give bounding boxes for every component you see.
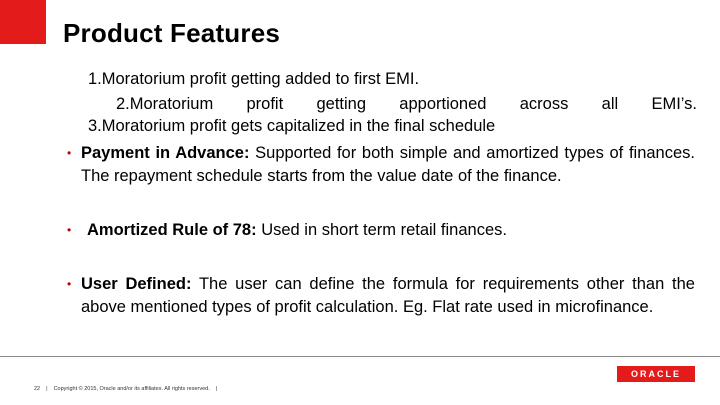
bullet-amortized-rule-78 [87, 219, 695, 242]
footer-separator: | [215, 386, 218, 392]
title-accent-bar [0, 0, 46, 44]
numbered-item-1: 1.Moratorium profit getting added to first EMI. [88, 70, 420, 88]
copyright-text: Copyright © 2015, Oracle and/or its affiliates. All rights reserved. [53, 386, 210, 392]
bullet-term: Amortized Rule of 78: [87, 221, 257, 239]
bullet-term: User Defined: [81, 275, 192, 293]
bullet-text: Supported for both simple and amortized types of finances. The repayment schedule starts from the value date of the finance. [81, 144, 695, 185]
bullet-marker: • [67, 146, 72, 160]
slide-footer [34, 386, 223, 392]
slide-title: Product Features [63, 18, 281, 48]
bullet-marker: • [67, 277, 72, 291]
bullet-text: The user can define the formula for requirements other than the above mentioned types of profit calculation. Eg. Flat rate used in microfinance. [81, 275, 695, 316]
numbered-item-3: 3.Moratorium profit gets capitalized in the final schedule [88, 117, 496, 135]
oracle-logo: ORACLE [617, 366, 695, 382]
bullet-user-defined [81, 273, 695, 318]
numbered-item-2: 2.Moratorium profit getting apportioned across all EMI’s. [116, 95, 697, 113]
footer-divider [0, 356, 720, 357]
bullet-payment-in-advance [81, 142, 695, 187]
page-number: 22 [34, 386, 41, 392]
bullet-term: Payment in Advance: [81, 144, 250, 162]
footer-separator: | [46, 386, 48, 392]
bullet-text: Used in short term retail finances. [256, 221, 507, 239]
bullet-marker: • [67, 223, 72, 237]
